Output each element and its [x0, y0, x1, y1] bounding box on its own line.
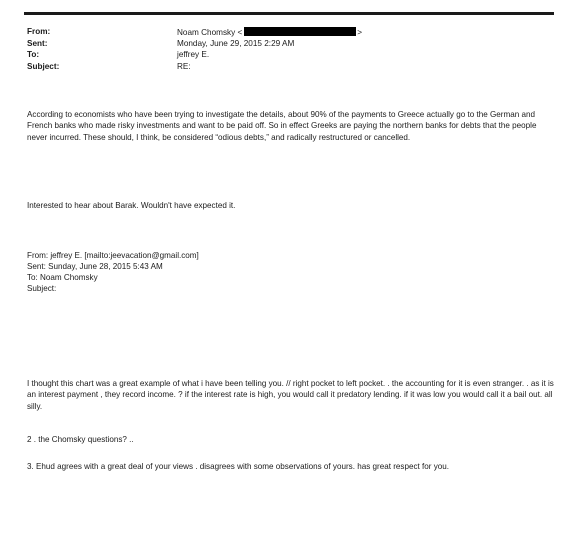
- from-label: From:: [27, 27, 51, 36]
- subject-label: Subject:: [27, 61, 60, 71]
- from-value: [177, 27, 437, 38]
- to-label: To:: [27, 50, 40, 59]
- top-rule: [24, 12, 554, 15]
- reply-paragraph-2: 2 . the Chomsky questions? ..: [27, 435, 134, 444]
- sent-value: Monday, June 29, 2015 2:29 AM: [177, 38, 295, 48]
- reply-paragraph-3: 3. Ehud agrees with a great deal of your views . disagrees with some observations of yours. has great respect for you.: [27, 462, 449, 471]
- body-paragraph-2: Interested to hear about Barak. Wouldn't have expected it.: [27, 201, 236, 210]
- reply-paragraph-1: I thought this chart was a great example of what i have been telling you. // right pocket to left pocket. . the accounting for it is even stranger. . as it is an interest payment , they record income. ? if the interest rate is high, you would call it predatory lending. if it was low you would call it a bail out. all silly.: [27, 379, 554, 411]
- body-paragraph-1: According to economists who have been trying to investigate the details, about 90% of the payments to Greece actually go to the German and French banks who made risky investments and want to be paid off. So in effect Greeks are paying the northern banks for debts that the people never incurred. These should, I think, be considered “odious debts,” and radically restructured or cancelled.: [27, 110, 537, 142]
- sent-label: Sent:: [27, 38, 48, 48]
- fwd-sent: Sent: Sunday, June 28, 2015 5:43 AM: [27, 262, 163, 271]
- redaction-bar: [244, 27, 356, 36]
- fwd-subject: Subject:: [27, 284, 57, 293]
- from-suffix: >: [357, 28, 363, 37]
- subject-value: RE:: [177, 61, 191, 71]
- fwd-to: To: Noam Chomsky: [27, 273, 98, 282]
- fwd-from: From: jeffrey E. [mailto:jeevacation@gmail.com]: [27, 251, 199, 260]
- to-value: jeffrey E.: [177, 50, 210, 59]
- from-sender: Noam Chomsky <: [177, 28, 243, 37]
